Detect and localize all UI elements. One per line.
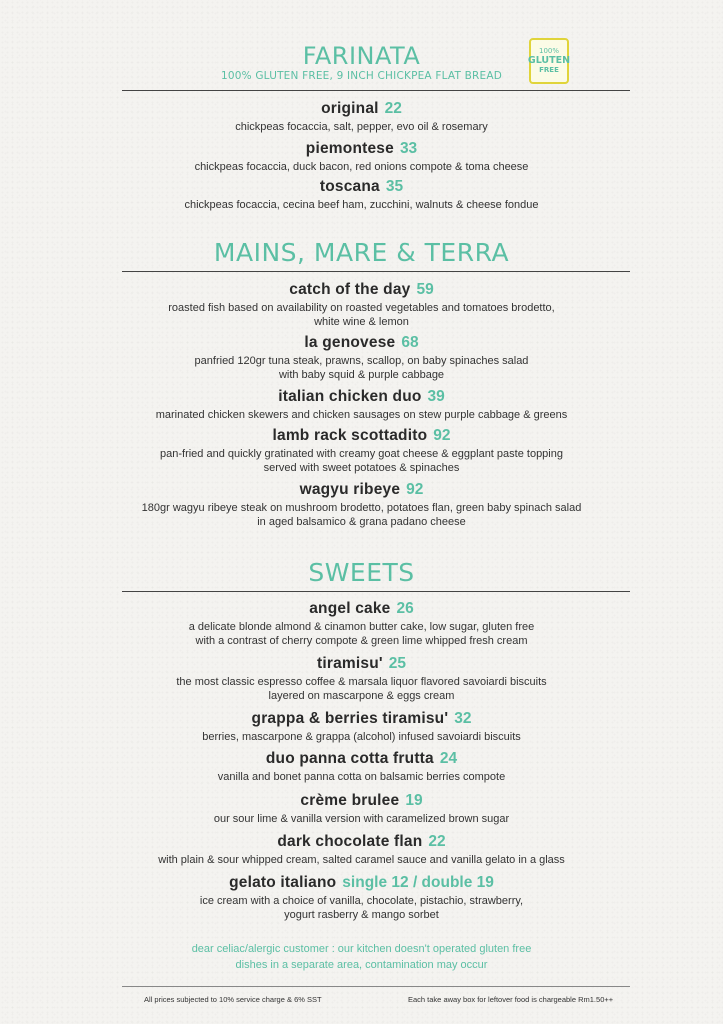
menu-item-angel-cake [0,600,723,648]
item-price: 26 [396,600,414,617]
item-price: 24 [439,750,458,767]
item-desc: the most classic espresso coffee & marsala liquor flavored savoiardi biscuits [176,676,547,688]
item-price: 33 [399,140,418,157]
footer-takeaway-note: Each take away box for leftover food is chargeable Rm1.50++ [408,995,614,1004]
item-price: 35 [385,178,404,195]
item-price: 19 [405,792,423,809]
menu-item-tiramisu [0,655,723,703]
gluten-free-badge-icon [529,38,569,84]
item-price: 68 [401,334,419,351]
item-desc: with baby squid & purple cabbage [278,369,445,381]
menu-item-toscana [0,178,723,212]
item-name: lamb rack scottadito [272,427,428,444]
mains-divider [122,271,630,272]
item-price: 25 [388,655,407,672]
menu-item-catch-of-the-day [0,281,723,329]
item-name: tiramisu' [316,655,383,672]
footer-divider [122,986,630,987]
item-desc: berries, mascarpone & grappa (alcohol) infused savoiardi biscuits [202,731,521,743]
menu-item-duo-panna-cotta [0,750,723,784]
item-name: gelato italiano [229,874,337,891]
item-price: 22 [384,100,402,117]
menu-item-lamb-rack [0,427,723,475]
item-desc: a delicate blonde almond & cinamon butter cake, low sugar, gluten free [188,621,535,633]
item-name: original [321,100,379,117]
item-desc: chickpeas focaccia, duck bacon, red onions compote & toma cheese [194,161,529,173]
item-desc: pan-fried and quickly gratinated with creamy goat cheese & eggplant paste topping [160,448,563,460]
item-desc: in aged balsamico & grana padano cheese [257,516,466,528]
farinata-divider [122,90,630,91]
item-price: 92 [406,481,424,498]
allergy-notice [0,941,723,973]
item-desc: chickpeas focaccia, salt, pepper, evo oil & rosemary [235,121,488,133]
item-desc: served with sweet potatoes & spinaches [263,462,460,474]
menu-item-wagyu-ribeye [0,481,723,529]
menu-item-dark-chocolate-flan [0,833,723,867]
badge-line1: 100% [538,47,559,56]
item-desc: vanilla and bonet panna cotta on balsamic berries compote [217,771,506,783]
item-price: 32 [454,710,472,727]
menu-item-italian-chicken-duo [0,388,723,422]
item-desc: our sour lime & vanilla version with caramelized brown sugar [213,813,510,825]
sweets-title: SWEETS [308,558,415,587]
menu-item-grappa-tiramisu [0,710,723,744]
menu-item-la-genovese [0,334,723,382]
item-desc: chickpeas focaccia, cecina beef ham, zucchini, walnuts & cheese fondue [184,199,539,211]
item-name: wagyu ribeye [299,481,401,498]
item-name: angel cake [309,600,391,617]
item-name: crème brulee [300,792,400,809]
item-price: 59 [416,281,434,298]
item-desc: yogurt rasberry & mango sorbet [284,909,439,921]
item-name: italian chicken duo [278,388,422,405]
item-name: dark chocolate flan [277,833,423,850]
item-desc: with plain & sour whipped cream, salted caramel sauce and vanilla gelato in a glass [158,854,565,866]
item-desc: 180gr wagyu ribeye steak on mushroom brodetto, potatoes flan, green baby spinach salad [141,502,582,514]
menu-item-gelato-italiano [0,874,723,922]
item-name: duo panna cotta frutta [265,750,434,767]
item-price: 39 [427,388,445,405]
item-name: la genovese [304,334,396,351]
badge-line3: FREE [539,65,559,74]
farinata-subtitle: 100% GLUTEN FREE, 9 INCH CHICKPEA FLAT BREAD [220,70,503,82]
mains-title: MAINS, MARE & TERRA [213,238,510,267]
item-price: single 12 / double 19 [342,874,494,891]
item-name: catch of the day [289,281,411,298]
item-desc: white wine & lemon [314,316,409,328]
footer-service-charge: All prices subjected to 10% service charge & 6% SST [144,995,322,1004]
menu-item-piemontese [0,140,723,174]
farinata-title: FARINATA [302,42,421,70]
notice-line2: dishes in a separate area, contamination may occur [235,959,488,971]
item-name: grappa & berries tiramisu' [251,710,449,727]
item-desc: layered on mascarpone & eggs cream [268,690,455,702]
item-name: toscana [319,178,380,195]
menu-item-creme-brulee [0,792,723,826]
item-desc: panfried 120gr tuna steak, prawns, scallop, on baby spinaches salad [194,355,529,367]
menu-item-original [0,100,723,134]
badge-line2: GLUTEN [527,55,571,67]
sweets-divider [122,591,630,592]
item-desc: roasted fish based on availability on roasted vegetables and tomatoes brodetto, [168,302,555,314]
item-desc: marinated chicken skewers and chicken sausages on stew purple cabbage & greens [155,409,568,421]
item-name: piemontese [305,140,394,157]
item-desc: with a contrast of cherry compote & green lime whipped fresh cream [195,635,528,647]
notice-line1: dear celiac/alergic customer : our kitchen doesn't operated gluten free [191,943,532,955]
item-price: 22 [428,833,446,850]
item-desc: ice cream with a choice of vanilla, chocolate, pistachio, strawberry, [199,895,524,907]
item-price: 92 [433,427,451,444]
